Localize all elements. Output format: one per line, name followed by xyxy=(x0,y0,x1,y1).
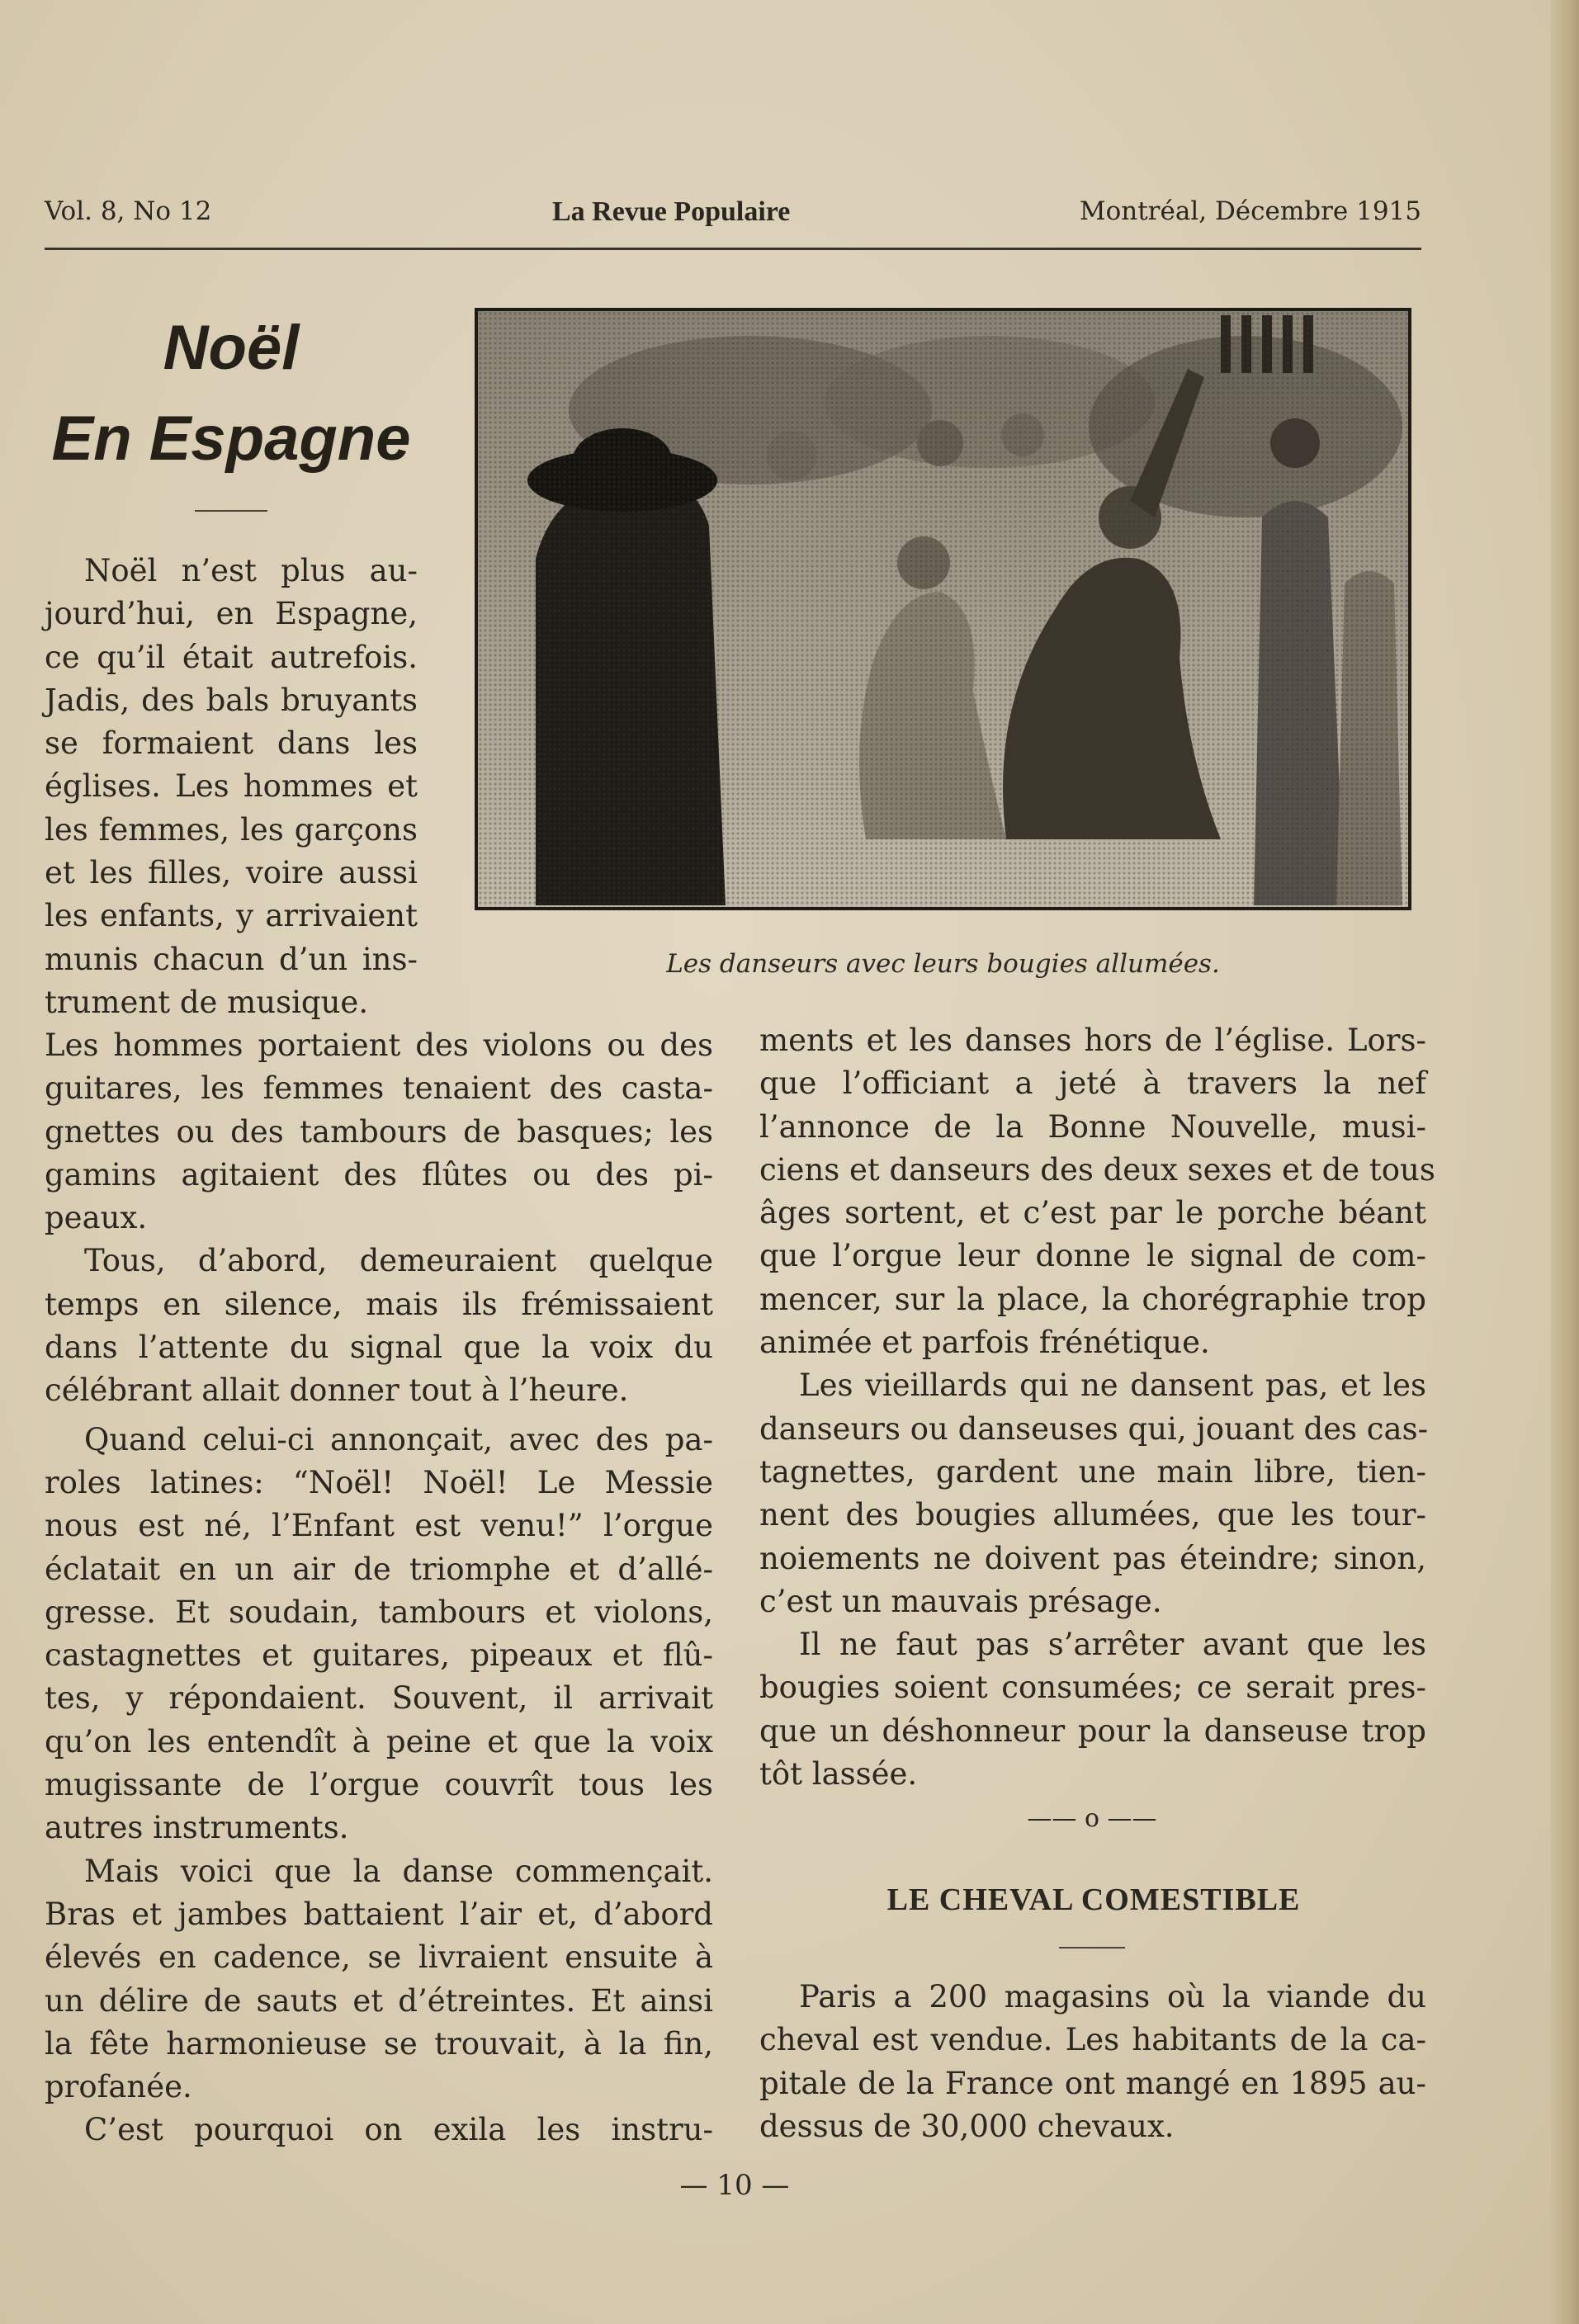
text-line: tagnettes, gardent une main libre, tien- xyxy=(759,1453,1426,1490)
text-line: temps en silence, mais ils frémissaient xyxy=(45,1286,713,1322)
text-line: profanée. xyxy=(45,2069,192,2105)
text-line: gresse. Et soudain, tambours et violons, xyxy=(45,1594,713,1630)
text-line: castagnettes et guitares, pipeaux et flû- xyxy=(45,1637,713,1674)
place-and-date: Montréal, Décembre 1915 xyxy=(1079,196,1421,226)
text-line: gamins agitaient des flûtes ou des pi- xyxy=(45,1156,713,1193)
text-line: célébrant allait donner tout à l’heure. xyxy=(45,1372,629,1409)
text-line: qu’on les entendît à peine et que la voix xyxy=(45,1723,713,1760)
text-line: nous est né, l’Enfant est venu!” l’orgue xyxy=(45,1508,713,1544)
text-line: noiements ne doivent pas éteindre; sinon, xyxy=(759,1540,1426,1576)
text-line: Noël n’est plus au- xyxy=(84,553,418,588)
article-left-column xyxy=(45,1024,713,2152)
text-line: Mais voici que la danse commençait. xyxy=(84,1853,713,1889)
text-line: Bras et jambes battaient l’air et, d’abord xyxy=(45,1896,713,1932)
title-rule xyxy=(195,510,267,512)
sidebar-text xyxy=(759,1976,1426,2148)
text-line: cheval est vendue. Les habitants de la ca- xyxy=(759,2022,1426,2058)
text-line: Paris a 200 magasins où la viande du xyxy=(799,1979,1426,2015)
text-line: C’est pourquoi on exila les instru- xyxy=(84,2112,713,2148)
sidebar-title-rule xyxy=(1059,1947,1125,1948)
text-line: animée et parfois frénétique. xyxy=(759,1325,1210,1361)
text-line: la fête harmonieuse se trouvait, à la fin, xyxy=(45,2025,713,2062)
text-line: Les hommes portaient des violons ou des xyxy=(45,1027,713,1063)
text-line: munis chacun d’un ins- xyxy=(45,941,418,977)
text-line: dessus de 30,000 chevaux. xyxy=(759,2108,1175,2144)
dancers-illustration xyxy=(478,311,1408,907)
text-line: Quand celui-ci annonçait, avec des pa- xyxy=(84,1421,713,1457)
text-line: les enfants, y arrivaient xyxy=(45,898,418,934)
text-line: Les vieillards qui ne dansent pas, et les xyxy=(799,1367,1426,1404)
publication-name: La Revue Populaire xyxy=(552,196,791,227)
text-line: que l’officiant a jeté à travers la nef xyxy=(759,1065,1426,1102)
text-line: mencer, sur la place, la chorégraphie trop xyxy=(759,1281,1426,1317)
text-line: l’annonce de la Bonne Nouvelle, musi- xyxy=(759,1108,1426,1145)
text-line: c’est un mauvais présage. xyxy=(759,1583,1162,1619)
text-line: tes, y répondaient. Souvent, il arrivait xyxy=(45,1680,713,1717)
text-line: éclatait en un air de triomphe et d’allé- xyxy=(45,1551,713,1587)
article-intro xyxy=(45,550,418,1024)
text-line: danseurs ou danseuses qui, jouant des cas- xyxy=(759,1410,1429,1447)
text-line: ments et les danses hors de l’église. Lors- xyxy=(759,1023,1426,1058)
text-line: que un déshonneur pour la danseuse trop xyxy=(759,1712,1426,1749)
text-line: mugissante de l’orgue couvrît tous les xyxy=(45,1767,713,1803)
page-number: — 10 — xyxy=(679,2169,790,2202)
text-line: un délire de sauts et d’étreintes. Et ainsi xyxy=(45,1982,713,2019)
sidebar-title: LE CHEVAL COMESTIBLE xyxy=(886,1882,1301,1917)
text-line: dans l’attente du signal que la voix du xyxy=(45,1330,713,1366)
text-line: Jadis, des bals bruyants xyxy=(45,682,418,718)
text-line: ciens et danseurs des deux sexes et de tous xyxy=(759,1151,1435,1188)
text-line: autres instruments. xyxy=(45,1810,349,1846)
text-line: roles latines: “Noël! Noël! Le Messie xyxy=(45,1464,713,1500)
header-rule xyxy=(45,248,1421,250)
text-line: âges sortent, et c’est par le porche béant xyxy=(759,1195,1426,1231)
photo-caption: Les danseurs avec leurs bougies allumées. xyxy=(666,949,1220,979)
text-line: Il ne faut pas s’arrêter avant que les xyxy=(799,1627,1426,1663)
text-line: peaux. xyxy=(45,1200,148,1236)
text-line: les femmes, les garçons xyxy=(45,811,418,848)
text-line: trument de musique. xyxy=(45,984,369,1020)
text-line: et les filles, voire aussi xyxy=(45,855,418,891)
text-line: bougies soient consumées; ce serait pres- xyxy=(759,1670,1426,1706)
text-line: élevés en cadence, se livraient ensuite à xyxy=(45,1939,713,1976)
text-line: pitale de la France ont mangé en 1895 au- xyxy=(759,2065,1426,2101)
volume-number: Vol. 8, No 12 xyxy=(45,196,212,226)
text-line: Tous, d’abord, demeuraient quelque xyxy=(84,1243,713,1279)
text-line: que l’orgue leur donne le signal de com- xyxy=(759,1238,1426,1274)
running-header xyxy=(45,196,1421,234)
text-line: tôt lassée. xyxy=(759,1756,918,1793)
section-separator: —— o —— xyxy=(1027,1804,1157,1833)
text-line: gnettes ou des tambours de basques; les xyxy=(45,1113,713,1150)
text-line: églises. Les hommes et xyxy=(45,768,418,805)
text-line: se formaient dans les xyxy=(45,725,418,762)
article-right-column xyxy=(759,1019,1435,1796)
text-line: nent des bougies allumées, que les tour- xyxy=(759,1497,1426,1533)
text-line: jourd’hui, en Espagne, xyxy=(45,596,418,632)
text-line: guitares, les femmes tenaient des casta- xyxy=(45,1070,713,1107)
article-title-line-1: Noël xyxy=(163,313,300,383)
paper-edge-shadow xyxy=(1551,0,1579,2324)
text-line: ce qu’il était autrefois. xyxy=(45,639,418,675)
article-title-line-2: En Espagne xyxy=(51,404,411,474)
dancers-photo xyxy=(475,308,1411,910)
